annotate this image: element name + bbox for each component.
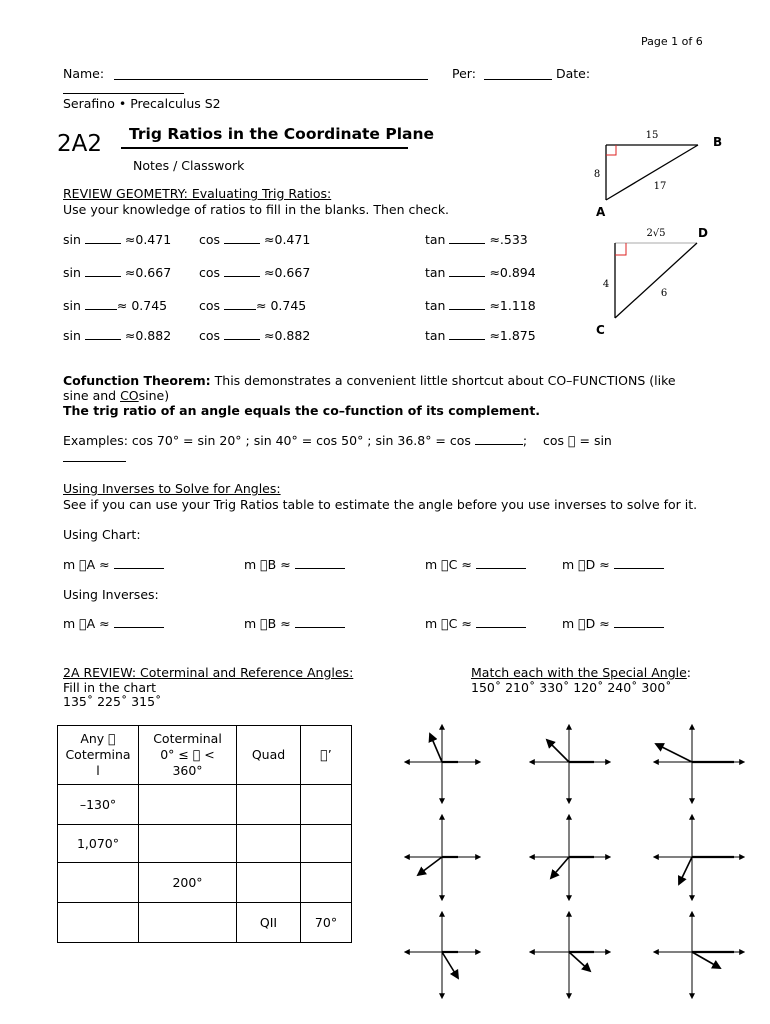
angle-a-label: m  A ≈: [63, 616, 110, 631]
cell-blank[interactable]: [237, 785, 301, 825]
sin-value: ≈0.667: [124, 265, 172, 280]
sin-value: ≈ 0.745: [116, 298, 168, 313]
tan-label: tan: [425, 328, 446, 343]
date-label: Date:: [556, 66, 591, 81]
angle-b-blank[interactable]: [295, 616, 345, 628]
per-label: Per:: [452, 66, 476, 81]
angle-d-label: m  D ≈: [562, 616, 610, 631]
cell-blank[interactable]: [237, 825, 301, 863]
period-field[interactable]: [484, 79, 552, 80]
date-field[interactable]: [63, 93, 184, 94]
tan-blank[interactable]: [449, 265, 485, 277]
side-left-label: 8: [593, 169, 601, 180]
sin-label: sin: [63, 265, 81, 280]
header-reference-angle:  ’: [301, 726, 352, 785]
axes-240b: [654, 815, 744, 900]
header-quad: Quad: [237, 726, 301, 785]
axes-300: [405, 912, 480, 998]
angle-c-label: m  C ≈: [425, 557, 472, 572]
tan-label: tan: [425, 298, 446, 313]
header-coterminal-range: Coterminal 0° ≤   < 360°: [139, 726, 237, 785]
axes-150: [654, 725, 744, 803]
sin-label: sin: [63, 232, 81, 247]
coterminal-chart: [57, 725, 352, 943]
tan-blank[interactable]: [449, 328, 485, 340]
angle-a-label: m  A ≈: [63, 557, 110, 572]
sin-label: sin: [63, 298, 81, 313]
angle-b-label: m  B ≈: [244, 557, 291, 572]
cell-blank[interactable]: [139, 785, 237, 825]
tan-blank[interactable]: [449, 298, 485, 310]
axes-330: [530, 912, 610, 998]
page-title: Trig Ratios in the Coordinate Plane: [129, 125, 435, 143]
triangle-ab-diagram: [580, 125, 730, 225]
name-field[interactable]: [114, 79, 428, 80]
cell-blank[interactable]: [301, 863, 352, 903]
header-any-coterminal: Any   Cotermina l: [58, 726, 139, 785]
cell-angle: 1,070°: [58, 825, 139, 863]
cofunction-co-emphasis: CO: [120, 388, 139, 403]
tan-blank[interactable]: [449, 232, 485, 244]
match-heading: Match each with the Special Angle: [471, 665, 687, 680]
title-rule: [121, 147, 408, 149]
cos-value: ≈ 0.745: [256, 298, 307, 313]
table-header-row: [58, 726, 352, 785]
tan-value: ≈.533: [489, 232, 528, 247]
review-2a-heading: 2A REVIEW: Coterminal and Reference Angles:: [63, 665, 354, 680]
cos-value: ≈0.882: [264, 328, 311, 343]
cos-label: cos: [199, 232, 221, 247]
given-angles: 135˚ 225˚ 315˚: [63, 694, 162, 709]
side-top-label: 15: [645, 130, 659, 141]
axes-135: [530, 725, 610, 803]
example-separator: ;: [522, 433, 528, 448]
cofunction-text-2: sine and: [63, 388, 121, 403]
using-chart-label: Using Chart:: [63, 527, 141, 542]
sin-blank[interactable]: [85, 298, 117, 310]
angle-a-blank[interactable]: [114, 616, 164, 628]
tan-value: ≈1.118: [489, 298, 536, 313]
cell-blank[interactable]: [237, 863, 301, 903]
lesson-code: 2A2: [57, 131, 103, 157]
match-heading-colon: :: [686, 665, 692, 680]
vertex-b-label: B: [713, 135, 723, 149]
sin-blank[interactable]: [85, 265, 121, 277]
cofunction-text-3: sine): [138, 388, 170, 403]
axes-240: [530, 815, 610, 900]
cos-blank[interactable]: [224, 298, 256, 310]
axes-120: [405, 725, 480, 803]
teacher-course: Serafino • Precalculus S2: [63, 96, 221, 111]
vertex-c-label: C: [596, 323, 605, 337]
cell-blank[interactable]: [301, 825, 352, 863]
example-blank[interactable]: [475, 433, 523, 445]
sin-blank[interactable]: [85, 328, 121, 340]
review-heading: REVIEW GEOMETRY: Evaluating Trig Ratios:: [63, 186, 332, 201]
cell-reference: 70°: [301, 903, 352, 943]
table-row: [58, 903, 352, 943]
example-theta: cos   = sin: [543, 433, 612, 448]
using-inverses-label: Using Inverses:: [63, 587, 159, 602]
cos-label: cos: [199, 265, 221, 280]
cell-blank[interactable]: [58, 903, 139, 943]
cofunction-examples: Examples: cos 70° = sin 20° ; sin 40° = cos 50° ; sin 36.8° = cos: [63, 433, 471, 448]
page-number: Page 1 of 6: [641, 35, 703, 48]
side-top-label: 2√5: [646, 228, 666, 239]
cell-coterminal: 200°: [139, 863, 237, 903]
cell-blank[interactable]: [301, 785, 352, 825]
tan-value: ≈1.875: [489, 328, 536, 343]
cos-label: cos: [199, 328, 221, 343]
angle-b-label: m  B ≈: [244, 616, 291, 631]
side-left-label: 4: [602, 279, 610, 290]
angle-c-label: m  C ≈: [425, 616, 472, 631]
angle-c-blank[interactable]: [476, 616, 526, 628]
cell-blank[interactable]: [58, 863, 139, 903]
name-label: Name:: [63, 66, 105, 81]
tan-label: tan: [425, 232, 446, 247]
cofunction-text: This demonstrates a convenient little shortcut about CO–FUNCTIONS (like: [210, 373, 676, 388]
angle-d-label: m  D ≈: [562, 557, 610, 572]
sin-value: ≈0.882: [124, 328, 172, 343]
cofunction-rule: The trig ratio of an angle equals the co–function of its complement.: [63, 403, 541, 418]
hypotenuse-label: 17: [653, 181, 667, 192]
cos-blank[interactable]: [224, 232, 260, 244]
angle-d-blank[interactable]: [614, 557, 664, 569]
cofunction-title: Cofunction Theorem:: [63, 373, 211, 388]
special-angles: 150˚ 210˚ 330˚ 120˚ 240˚ 300˚: [471, 680, 672, 695]
angle-b-blank[interactable]: [295, 557, 345, 569]
axes-210: [405, 815, 480, 900]
cell-angle: –130°: [58, 785, 139, 825]
vertex-d-label: D: [698, 226, 708, 240]
sin-label: sin: [63, 328, 81, 343]
table-row: [58, 825, 352, 863]
axes-330b: [654, 912, 744, 998]
special-angle-axes-grid: [400, 720, 760, 1010]
cos-label: cos: [199, 298, 221, 313]
inverses-instruction: See if you can use your Trig Ratios table to estimate the angle before you use inverses to solve for it.: [63, 497, 698, 512]
angle-a-blank[interactable]: [114, 557, 164, 569]
inverses-heading: Using Inverses to Solve for Angles:: [63, 481, 281, 496]
triangle-cd-diagram: [580, 220, 730, 345]
cell-blank[interactable]: [139, 903, 237, 943]
cell-blank[interactable]: [139, 825, 237, 863]
angle-c-blank[interactable]: [476, 557, 526, 569]
table-row: [58, 863, 352, 903]
sin-blank[interactable]: [85, 232, 121, 244]
tan-value: ≈0.894: [489, 265, 536, 280]
review-instruction: Use your knowledge of ratios to fill in the blanks. Then check.: [63, 202, 450, 217]
cell-quad: QII: [237, 903, 301, 943]
angle-d-blank[interactable]: [614, 616, 664, 628]
hypotenuse-label: 6: [660, 288, 668, 299]
vertex-a-label: A: [596, 205, 606, 219]
cos-blank[interactable]: [224, 265, 260, 277]
cos-value: ≈0.667: [264, 265, 311, 280]
subtitle: Notes / Classwork: [133, 158, 245, 173]
cos-value: ≈0.471: [264, 232, 311, 247]
sin-value: ≈0.471: [124, 232, 172, 247]
example-theta-blank[interactable]: [63, 461, 126, 462]
fill-chart-instruction: Fill in the chart: [63, 680, 157, 695]
cos-blank[interactable]: [224, 328, 260, 340]
table-row: [58, 785, 352, 825]
tan-label: tan: [425, 265, 446, 280]
